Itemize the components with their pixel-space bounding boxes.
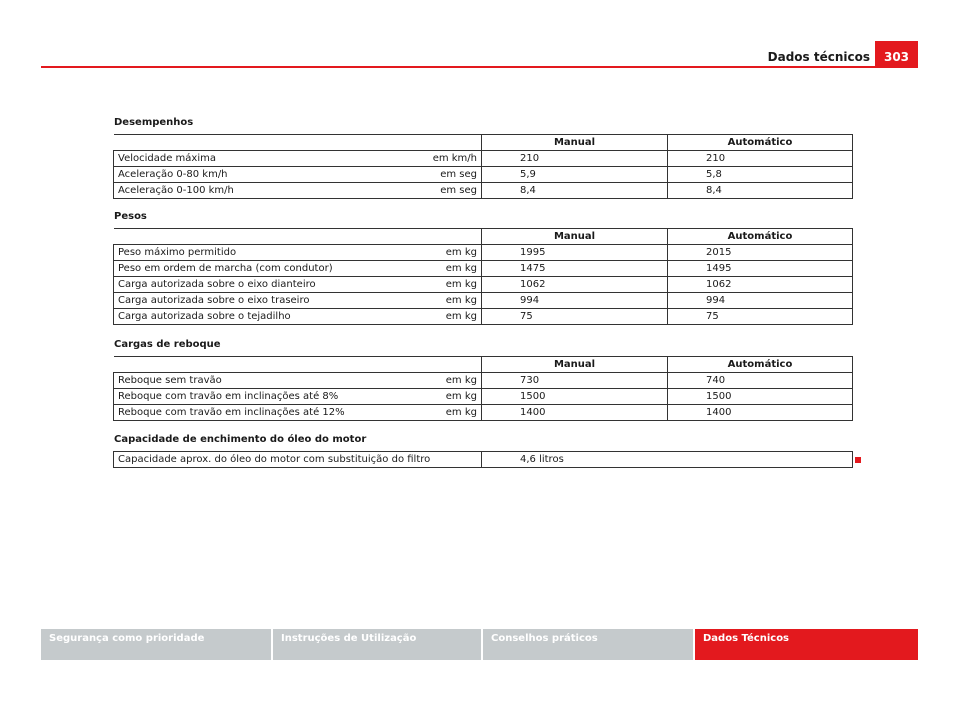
table-header-row bbox=[114, 229, 853, 245]
header-blank-cell bbox=[114, 135, 482, 151]
page-title: Dados técnicos bbox=[767, 50, 870, 64]
row-label: Aceleração 0-100 km/h bbox=[114, 183, 420, 199]
header-rule bbox=[41, 66, 918, 68]
row-unit: em kg bbox=[420, 245, 482, 261]
table-row bbox=[114, 389, 853, 405]
table-header-row bbox=[114, 357, 853, 373]
header-blank-cell bbox=[114, 229, 482, 245]
table-row bbox=[114, 167, 853, 183]
table-row bbox=[114, 373, 853, 389]
table-row bbox=[114, 293, 853, 309]
row-value-manual: 5,9 bbox=[482, 167, 668, 183]
row-value-automatic: 994 bbox=[668, 293, 853, 309]
row-unit: em kg bbox=[420, 277, 482, 293]
page-number: 303 bbox=[875, 41, 918, 67]
oil-table bbox=[113, 451, 853, 468]
row-value-manual: 75 bbox=[482, 309, 668, 325]
row-unit: em kg bbox=[420, 405, 482, 421]
weights-table bbox=[113, 228, 853, 325]
row-label: Carga autorizada sobre o eixo traseiro bbox=[114, 293, 420, 309]
section-title-oil: Capacidade de enchimento do óleo do motor bbox=[114, 434, 367, 445]
section-title-towing: Cargas de reboque bbox=[114, 339, 221, 350]
row-unit: em seg bbox=[420, 167, 482, 183]
row-unit: em kg bbox=[420, 261, 482, 277]
footer-tab-technical-data[interactable]: Dados Técnicos bbox=[695, 629, 918, 660]
row-value-manual: 8,4 bbox=[482, 183, 668, 199]
row-value-automatic: 1400 bbox=[668, 405, 853, 421]
section-title-performance: Desempenhos bbox=[114, 117, 194, 128]
col-header-manual: Manual bbox=[482, 135, 668, 151]
row-label: Velocidade máxima bbox=[114, 151, 420, 167]
table-row bbox=[114, 309, 853, 325]
row-value-automatic: 210 bbox=[668, 151, 853, 167]
row-value-automatic: 2015 bbox=[668, 245, 853, 261]
footer-tab-instructions[interactable]: Instruções de Utilização bbox=[273, 629, 481, 660]
row-label: Aceleração 0-80 km/h bbox=[114, 167, 420, 183]
footer-tab-safety[interactable]: Segurança como prioridade bbox=[41, 629, 271, 660]
section-end-marker bbox=[855, 457, 861, 463]
row-value-automatic: 1495 bbox=[668, 261, 853, 277]
row-unit: em kg bbox=[420, 293, 482, 309]
row-value-manual: 1062 bbox=[482, 277, 668, 293]
row-unit: em kg bbox=[420, 373, 482, 389]
col-header-automatic: Automático bbox=[668, 357, 853, 373]
row-value-manual: 1475 bbox=[482, 261, 668, 277]
row-label: Carga autorizada sobre o tejadilho bbox=[114, 309, 420, 325]
table-header-row bbox=[114, 135, 853, 151]
section-title-weights: Pesos bbox=[114, 211, 147, 222]
row-unit: em kg bbox=[420, 309, 482, 325]
row-label: Reboque sem travão bbox=[114, 373, 420, 389]
row-value-automatic: 1062 bbox=[668, 277, 853, 293]
table-row bbox=[114, 452, 853, 468]
row-value-automatic: 1500 bbox=[668, 389, 853, 405]
table-row bbox=[114, 261, 853, 277]
row-value-automatic: 5,8 bbox=[668, 167, 853, 183]
row-label: Carga autorizada sobre o eixo dianteiro bbox=[114, 277, 420, 293]
row-label: Peso máximo permitido bbox=[114, 245, 420, 261]
row-unit: em kg bbox=[420, 389, 482, 405]
row-unit: em km/h bbox=[420, 151, 482, 167]
row-label: Capacidade aprox. do óleo do motor com substituição do filtro bbox=[114, 452, 482, 468]
row-label: Reboque com travão em inclinações até 12% bbox=[114, 405, 420, 421]
table-row bbox=[114, 277, 853, 293]
row-value-automatic: 740 bbox=[668, 373, 853, 389]
row-value-manual: 730 bbox=[482, 373, 668, 389]
row-value-manual: 210 bbox=[482, 151, 668, 167]
row-label: Peso em ordem de marcha (com condutor) bbox=[114, 261, 420, 277]
table-row bbox=[114, 245, 853, 261]
row-unit: em seg bbox=[420, 183, 482, 199]
row-value-manual: 1500 bbox=[482, 389, 668, 405]
row-value-automatic: 75 bbox=[668, 309, 853, 325]
row-label: Reboque com travão em inclinações até 8% bbox=[114, 389, 420, 405]
col-header-manual: Manual bbox=[482, 229, 668, 245]
table-row bbox=[114, 405, 853, 421]
col-header-automatic: Automático bbox=[668, 135, 853, 151]
towing-table bbox=[113, 356, 853, 421]
header-blank-cell bbox=[114, 357, 482, 373]
row-value-manual: 994 bbox=[482, 293, 668, 309]
table-row bbox=[114, 183, 853, 199]
table-row bbox=[114, 151, 853, 167]
performance-table bbox=[113, 134, 853, 199]
col-header-manual: Manual bbox=[482, 357, 668, 373]
footer-nav bbox=[41, 629, 918, 660]
footer-tab-practical-tips[interactable]: Conselhos práticos bbox=[483, 629, 693, 660]
col-header-automatic: Automático bbox=[668, 229, 853, 245]
row-value-automatic: 8,4 bbox=[668, 183, 853, 199]
row-value: 4,6 litros bbox=[482, 452, 853, 468]
row-value-manual: 1995 bbox=[482, 245, 668, 261]
row-value-manual: 1400 bbox=[482, 405, 668, 421]
